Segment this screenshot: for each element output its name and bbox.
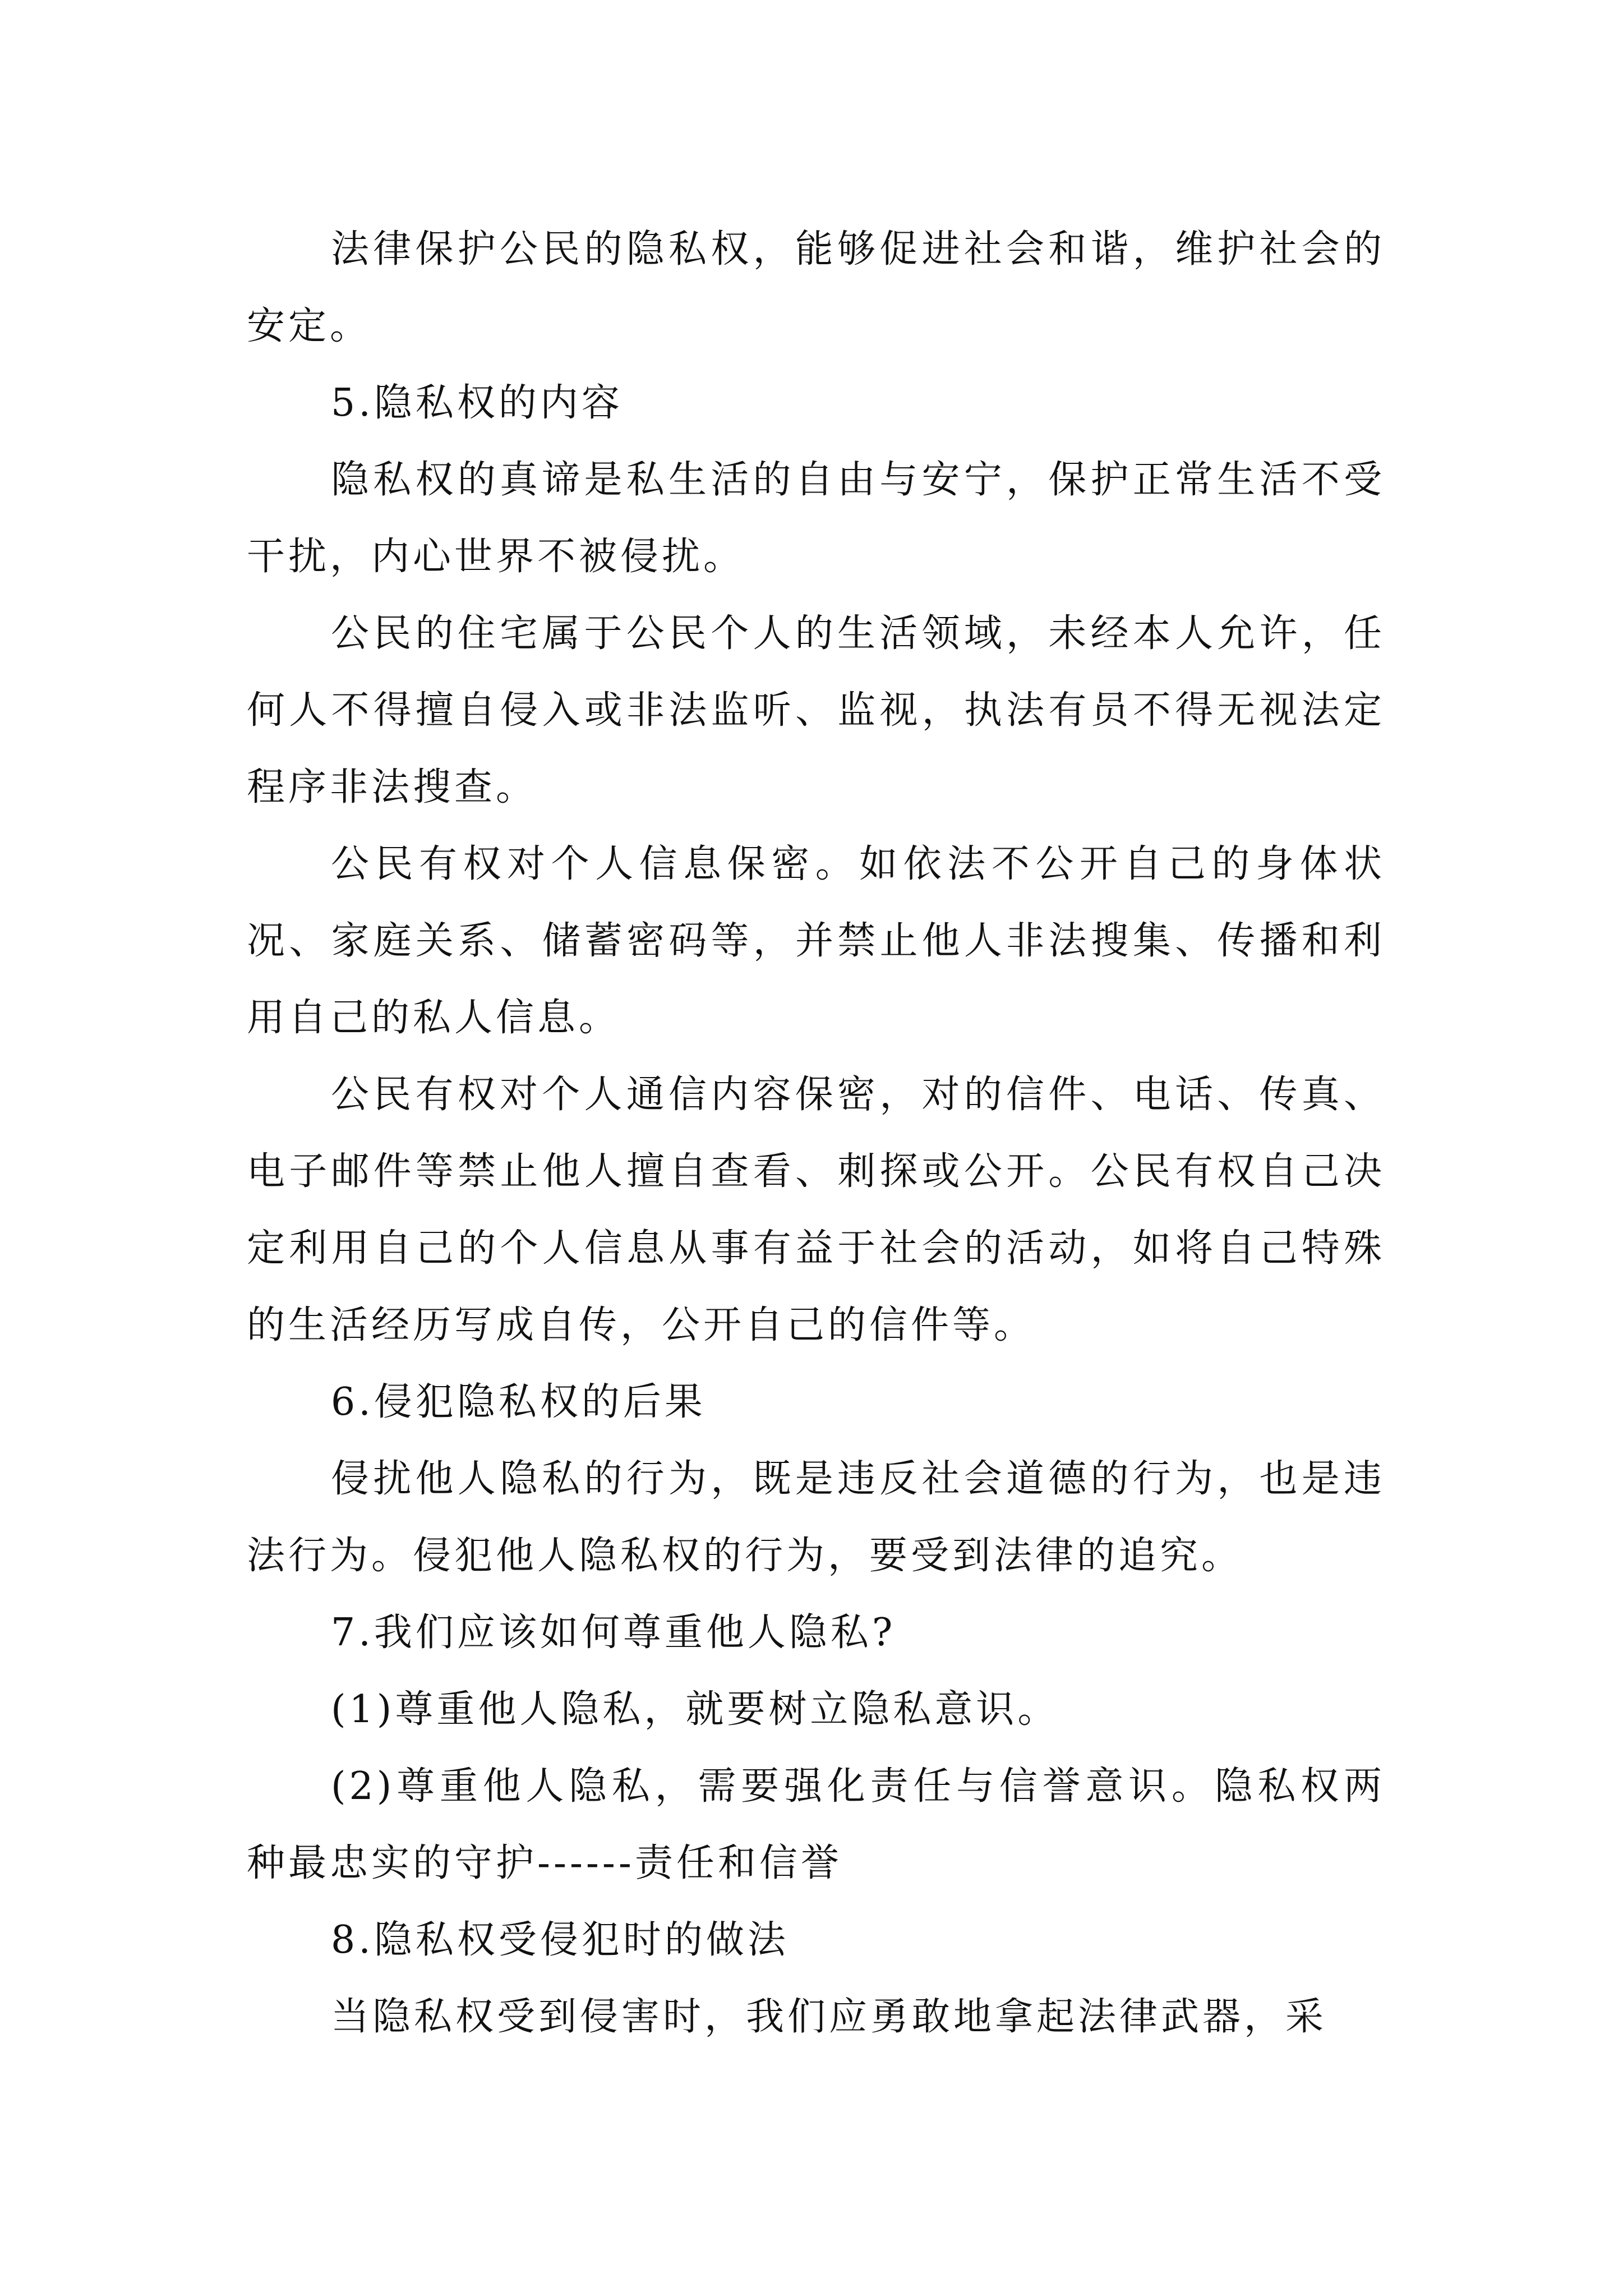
paragraph-3: 公民的住宅属于公民个人的生活领域，未经本人允许，任何人不得擅自侵入或非法监听、监视，执法有员不得无视法定程序非法搜查。	[247, 611, 1385, 809]
section-heading-7: 7.我们应该如何尊重他人隐私?	[331, 1611, 896, 1655]
section-heading-5: 5.隐私权的内容	[331, 381, 623, 425]
paragraph-5: 公民有权对个人通信内容保密，对的信件、电话、传真、电子邮件等禁止他人擅自查看、刺探或公开。公民有权自己决定利用自己的个人信息从事有益于社会的活动，如将自己特殊的生活经历写成自传，公开自己的信件等。	[247, 1073, 1385, 1347]
paragraph-1: 法律保护公民的隐私权，能够促进社会和谐，维护社会的安定。	[247, 227, 1385, 348]
list-item-2: (2)尊重他人隐私，需要强化责任与信誉意识。隐私权两种最忠实的守护------责任和信誉	[247, 1764, 1385, 1885]
section-heading-6: 6.侵犯隐私权的后果	[331, 1380, 706, 1424]
paragraph-4: 公民有权对个人信息保密。如依法不公开自己的身体状况、家庭关系、储蓄密码等，并禁止他人非法搜集、传播和利用自己的私人信息。	[247, 842, 1385, 1040]
paragraph-2: 隐私权的真谛是私生活的自由与安宁，保护正常生活不受干扰，内心世界不被侵扰。	[247, 458, 1385, 579]
section-heading-8: 8.隐私权受侵犯时的做法	[331, 1918, 789, 1962]
paragraph-7: 当隐私权受到侵害时，我们应勇敢地拿起法律武器，采	[331, 1995, 1327, 2039]
list-item-1: (1)尊重他人隐私，就要树立隐私意识。	[331, 1687, 1059, 1732]
document-body	[247, 211, 1385, 2055]
paragraph-6: 侵扰他人隐私的行为，既是违反社会道德的行为，也是违法行为。侵犯他人隐私权的行为，要受到法律的追究。	[247, 1457, 1385, 1578]
